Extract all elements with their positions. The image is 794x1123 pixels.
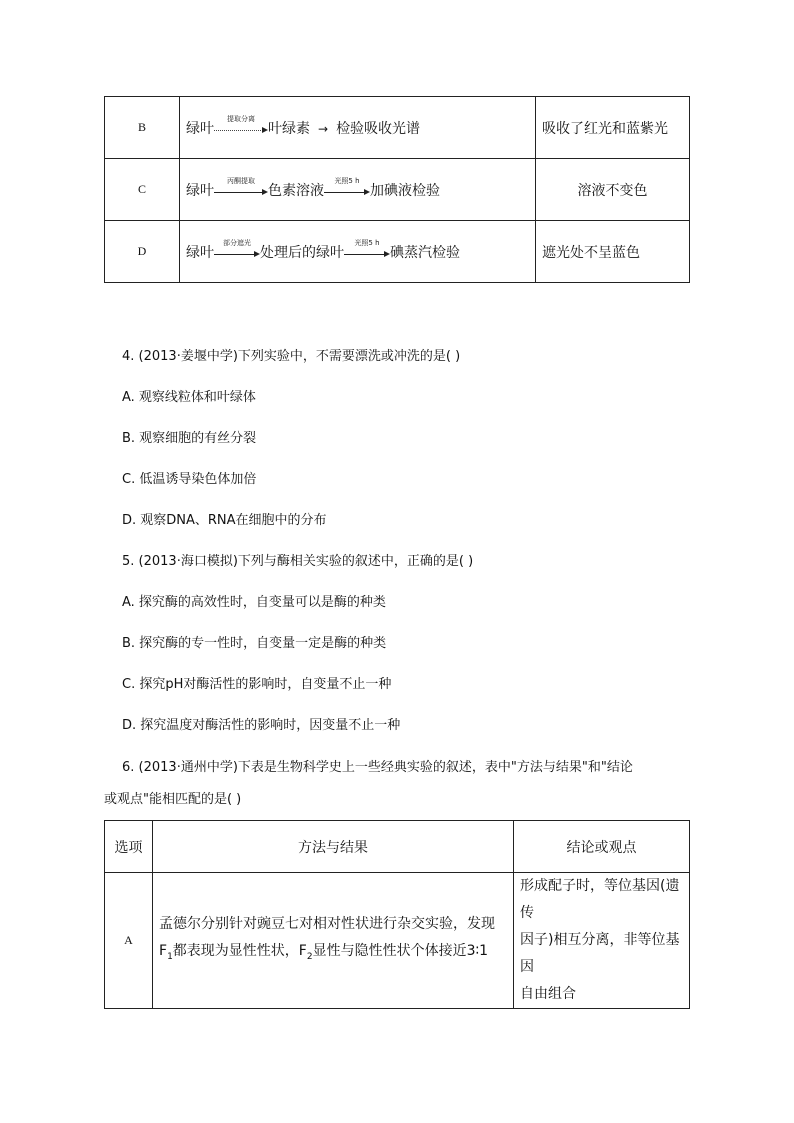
question-4-stem: 4. (2013·姜堰中学)下列实验中，不需要漂洗或冲洗的是( ) xyxy=(122,349,461,364)
question-6-stem-line2: 或观点"能相匹配的是( ) xyxy=(104,792,242,807)
table-row xyxy=(105,97,690,159)
process-arrow xyxy=(344,238,390,260)
method-text: F xyxy=(159,942,168,959)
arrow-label: 光照5 h xyxy=(334,176,360,185)
procedure-step: 检验吸收光谱 xyxy=(336,120,421,137)
procedure-cell xyxy=(180,159,536,221)
procedure-cell xyxy=(180,97,536,159)
method-line xyxy=(159,938,507,971)
header-option: 选项 xyxy=(105,821,153,873)
process-arrow xyxy=(324,176,370,198)
method-cell xyxy=(153,873,514,1009)
procedure-step: 叶绿素 xyxy=(268,120,310,137)
method-text: 显性与隐性性状个体接近3∶1 xyxy=(312,942,489,959)
experiment-table-continued xyxy=(104,96,690,283)
arrow-label: 提取分离 xyxy=(227,114,255,123)
question-6-stem-line1: 6. (2013·通州中学)下表是生物科学史上一些经典实验的叙述，表中"方法与结果"和"结论 xyxy=(122,760,633,775)
question-4-option-b: B. 观察细胞的有丝分裂 xyxy=(122,431,257,446)
question-5-option-a: A. 探究酶的高效性时，自变量可以是酶的种类 xyxy=(122,595,386,610)
option-cell: B xyxy=(105,97,180,159)
method-text: 都表现为显性性状，F xyxy=(172,942,307,959)
procedure-start: 绿叶 xyxy=(186,120,214,137)
arrow-label: 丙酮提取 xyxy=(227,176,255,185)
option-cell: D xyxy=(105,221,180,283)
conclusion-line: 形成配子时，等位基因(遗传 xyxy=(520,878,680,921)
subscript: 1 xyxy=(167,951,173,962)
procedure-step: 碘蒸汽检验 xyxy=(390,244,460,261)
process-arrow xyxy=(214,114,268,136)
result-cell: 遮光处不呈蓝色 xyxy=(536,221,690,283)
result-cell: 溶液不变色 xyxy=(536,159,690,221)
table-row xyxy=(105,159,690,221)
conclusion-cell xyxy=(514,873,690,1009)
procedure-step: 处理后的绿叶 xyxy=(260,244,344,261)
procedure-start: 绿叶 xyxy=(186,182,214,199)
question-5-option-b: B. 探究酶的专一性时，自变量一定是酶的种类 xyxy=(122,636,387,651)
arrow-label: 光照5 h xyxy=(354,238,380,247)
option-cell: C xyxy=(105,159,180,221)
procedure-start: 绿叶 xyxy=(186,244,214,261)
question-4-option-c: C. 低温诱导染色体加倍 xyxy=(122,472,257,487)
header-conclusion: 结论或观点 xyxy=(514,821,690,873)
table-header-row xyxy=(105,821,690,873)
procedure-step: 色素溶液 xyxy=(268,182,324,199)
procedure-step: 加碘液检验 xyxy=(370,182,440,199)
result-cell: 吸收了红光和蓝紫光 xyxy=(536,97,690,159)
option-cell: A xyxy=(105,873,153,1009)
subscript: 2 xyxy=(306,951,313,962)
question-4-option-d: D. 观察DNA、RNA在细胞中的分布 xyxy=(122,513,327,528)
procedure-cell xyxy=(180,221,536,283)
table-row xyxy=(105,221,690,283)
question-5-option-c: C. 探究pH对酶活性的影响时，自变量不止一种 xyxy=(122,677,392,692)
question-5-option-d: D. 探究温度对酶活性的影响时，因变量不止一种 xyxy=(122,718,401,733)
process-arrow xyxy=(214,238,260,260)
process-arrow xyxy=(214,176,268,198)
question-4-option-a: A. 观察线粒体和叶绿体 xyxy=(122,390,256,405)
method-line: 孟德尔分别针对豌豆七对相对性状进行杂交实验，发现 xyxy=(159,915,495,932)
classic-experiments-table xyxy=(104,820,690,1009)
short-arrow-icon: → xyxy=(318,121,329,136)
arrow-label: 部分遮光 xyxy=(223,238,251,247)
table-row xyxy=(105,873,690,1009)
question-5-stem: 5. (2013·海口模拟)下列与酶相关实验的叙述中，正确的是( ) xyxy=(122,554,474,569)
conclusion-line: 自由组合 xyxy=(520,986,576,1002)
header-method: 方法与结果 xyxy=(153,821,514,873)
conclusion-line: 因子)相互分离，非等位基因 xyxy=(520,932,680,975)
